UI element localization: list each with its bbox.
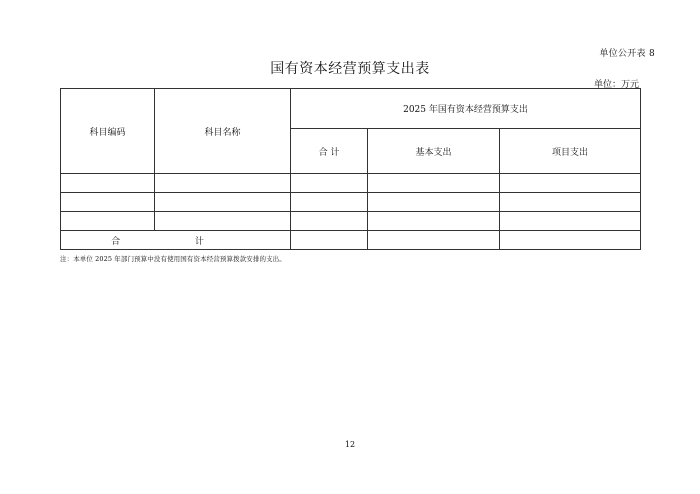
table-cell bbox=[155, 174, 291, 193]
footnote: 注：本单位 2025 年部门预算中没有使用国有资本经营预算拨款安排的支出。 bbox=[60, 255, 286, 263]
table-cell bbox=[500, 193, 641, 212]
page-number: 12 bbox=[344, 440, 356, 449]
table-cell bbox=[155, 193, 291, 212]
project-expense-header: 项目支出 bbox=[500, 129, 641, 174]
table-row bbox=[61, 174, 641, 193]
table-cell bbox=[368, 174, 500, 193]
table-cell bbox=[500, 212, 641, 231]
table-cell bbox=[61, 212, 155, 231]
budget-table bbox=[60, 88, 641, 250]
group-header: 2025 年国有资本经营预算支出 bbox=[291, 89, 641, 129]
basic-expense-header: 基本支出 bbox=[368, 129, 500, 174]
table-cell bbox=[291, 174, 368, 193]
table-cell bbox=[155, 212, 291, 231]
total-cell bbox=[500, 231, 641, 250]
total-cell bbox=[291, 231, 368, 250]
table-cell bbox=[291, 212, 368, 231]
table-row bbox=[61, 212, 641, 231]
header-row-1 bbox=[61, 89, 641, 129]
col-code-header: 科目编码 bbox=[61, 89, 155, 174]
table-cell bbox=[291, 193, 368, 212]
table-cell bbox=[368, 193, 500, 212]
table-cell bbox=[368, 212, 500, 231]
total-row bbox=[61, 231, 641, 250]
table-cell bbox=[61, 193, 155, 212]
table-row bbox=[61, 193, 641, 212]
table-cell bbox=[500, 174, 641, 193]
table-cell bbox=[61, 174, 155, 193]
total-cell bbox=[368, 231, 500, 250]
unit-label: 单位：万元 bbox=[593, 80, 639, 90]
total-label: 合 计 bbox=[61, 231, 291, 250]
subtotal-header: 合 计 bbox=[291, 129, 368, 174]
col-name-header: 科目名称 bbox=[155, 89, 291, 174]
table-label: 单位公开表 8 bbox=[599, 49, 655, 59]
page-title: 国有资本经营预算支出表 bbox=[270, 61, 430, 77]
